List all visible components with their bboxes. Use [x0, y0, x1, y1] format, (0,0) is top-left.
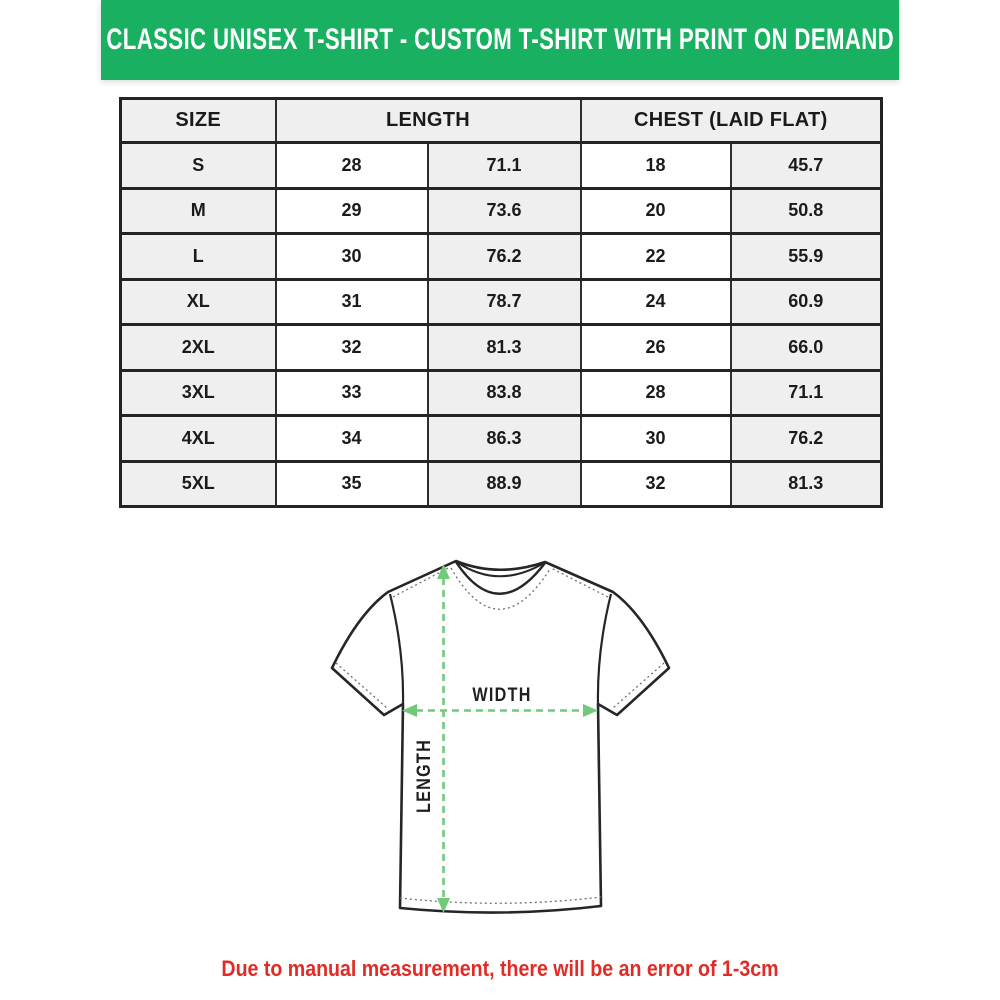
size-cell: 2XL: [121, 325, 276, 371]
size-cell: S: [121, 143, 276, 189]
size-cell: 5XL: [121, 461, 276, 507]
chest-cm-cell: 81.3: [731, 461, 882, 507]
chest-in-cell: 20: [581, 188, 731, 234]
length-label: LENGTH: [412, 738, 435, 814]
size-cell: 3XL: [121, 370, 276, 416]
table-row: [121, 325, 882, 371]
col-header-length: LENGTH: [276, 99, 581, 143]
chest-in-cell: 30: [581, 416, 731, 462]
page-title: CLASSIC UNISEX T-SHIRT - CUSTOM T-SHIRT WITH PRINT ON DEMAND: [106, 23, 894, 56]
length-in-cell: 28: [276, 143, 428, 189]
length-cm-cell: 78.7: [428, 279, 581, 325]
measurement-note-text: Due to manual measurement, there will be an error of 1-3cm: [221, 956, 779, 981]
width-label: WIDTH: [472, 683, 532, 706]
chest-in-cell: 22: [581, 234, 731, 280]
chest-cm-cell: 50.8: [731, 188, 882, 234]
chest-cm-cell: 66.0: [731, 325, 882, 371]
table-row: [121, 188, 882, 234]
length-cm-cell: 73.6: [428, 188, 581, 234]
size-cell: 4XL: [121, 416, 276, 462]
length-cm-cell: 76.2: [428, 234, 581, 280]
length-cm-cell: 86.3: [428, 416, 581, 462]
chest-in-cell: 32: [581, 461, 731, 507]
col-header-chest: CHEST (LAID FLAT): [581, 99, 882, 143]
chest-cm-cell: 45.7: [731, 143, 882, 189]
table-row: [121, 234, 882, 280]
length-in-cell: 30: [276, 234, 428, 280]
header-row: [121, 99, 882, 143]
length-in-cell: 34: [276, 416, 428, 462]
size-table: [119, 97, 883, 508]
chest-in-cell: 28: [581, 370, 731, 416]
chest-cm-cell: 76.2: [731, 416, 882, 462]
chest-cm-cell: 71.1: [731, 370, 882, 416]
length-in-cell: 35: [276, 461, 428, 507]
length-in-cell: 29: [276, 188, 428, 234]
table-row: [121, 370, 882, 416]
table-row: [121, 461, 882, 507]
table-row: [121, 143, 882, 189]
col-header-size: SIZE: [121, 99, 276, 143]
length-in-cell: 32: [276, 325, 428, 371]
measurement-note: [0, 956, 1000, 982]
size-cell: L: [121, 234, 276, 280]
tshirt-diagram: [318, 548, 686, 928]
length-cm-cell: 81.3: [428, 325, 581, 371]
length-cm-cell: 71.1: [428, 143, 581, 189]
table-row: [121, 416, 882, 462]
chest-in-cell: 26: [581, 325, 731, 371]
length-in-cell: 33: [276, 370, 428, 416]
chest-in-cell: 24: [581, 279, 731, 325]
title-banner: [101, 0, 899, 80]
chest-in-cell: 18: [581, 143, 731, 189]
length-in-cell: 31: [276, 279, 428, 325]
size-cell: XL: [121, 279, 276, 325]
tshirt-outline: [332, 561, 669, 913]
length-cm-cell: 83.8: [428, 370, 581, 416]
chest-cm-cell: 55.9: [731, 234, 882, 280]
length-cm-cell: 88.9: [428, 461, 581, 507]
chest-cm-cell: 60.9: [731, 279, 882, 325]
table-row: [121, 279, 882, 325]
size-cell: M: [121, 188, 276, 234]
